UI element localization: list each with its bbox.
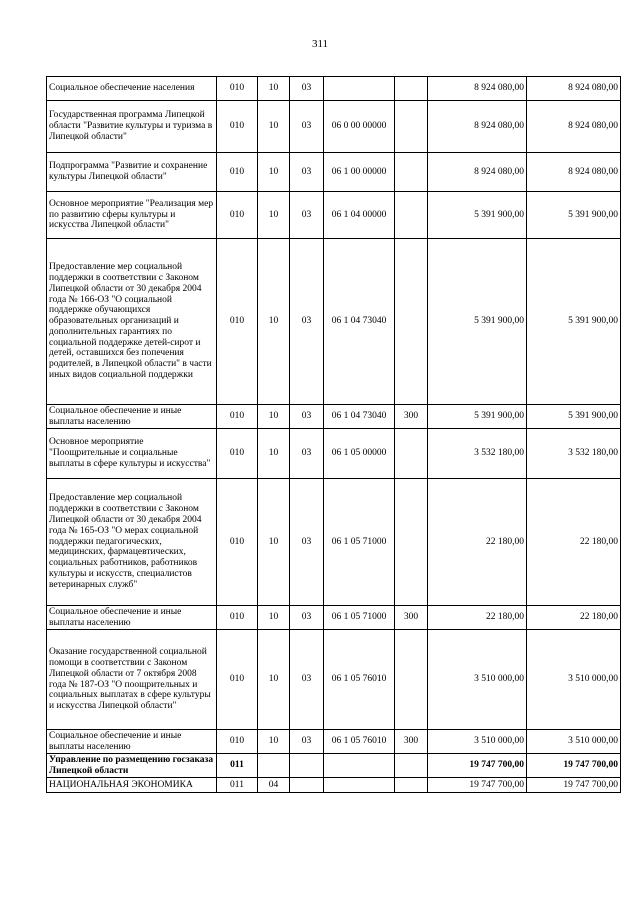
amount-cell-2: 8 924 080,00: [527, 101, 621, 153]
section-code-cell: 10: [258, 239, 290, 405]
expense-type-cell: [395, 101, 428, 153]
ved-code-cell: 010: [217, 405, 258, 429]
row-name-cell: Предоставление мер социальной поддержки в соответствии с Законом Липецкой области от 30 декабря 2004 года № 166-ОЗ "О социальной поддержке обучающихся образовательных организаций и дополнительных гарантиях по социальной поддержке детей-сирот и детей, оставшихся без попечения родителей, в Липецкой области" в части иных видов социальной поддержки: [47, 239, 217, 405]
subsection-code-cell: 03: [290, 153, 324, 192]
expense-type-cell: [395, 479, 428, 606]
target-article-cell: 06 0 00 00000: [324, 101, 395, 153]
row-name-cell: Социальное обеспечение населения: [47, 77, 217, 101]
amount-cell-1: 8 924 080,00: [428, 101, 527, 153]
expense-type-cell: [395, 429, 428, 479]
subsection-code-cell: [290, 754, 324, 778]
section-code-cell: 10: [258, 429, 290, 479]
row-name-cell: Основное мероприятие "Реализация мер по развитию сферы культуры и искусства Липецкой области": [47, 192, 217, 239]
row-name-cell: Предоставление мер социальной поддержки в соответствии с Законом Липецкой области от 30 декабря 2004 года № 165-ОЗ "О мерах социальной поддержки педагогических, медицинских, фармацевтических, социальных работников, работников культуры и искусств, специалистов ветеринарных служб": [47, 479, 217, 606]
amount-cell-1: 8 924 080,00: [428, 153, 527, 192]
row-name-cell: Социальное обеспечение и иные выплаты населению: [47, 730, 217, 754]
amount-cell-2: 5 391 900,00: [527, 239, 621, 405]
section-code-cell: 10: [258, 192, 290, 239]
expense-type-cell: [395, 153, 428, 192]
row-name-cell: НАЦИОНАЛЬНАЯ ЭКОНОМИКА: [47, 778, 217, 793]
expense-type-cell: [395, 630, 428, 730]
target-article-cell: 06 1 04 73040: [324, 405, 395, 429]
amount-cell-2: 3 510 000,00: [527, 730, 621, 754]
target-article-cell: [324, 754, 395, 778]
expense-type-cell: 300: [395, 606, 428, 630]
table-row: [47, 479, 621, 606]
subsection-code-cell: [290, 778, 324, 793]
row-name-cell: Социальное обеспечение и иные выплаты населению: [47, 606, 217, 630]
subsection-code-cell: 03: [290, 730, 324, 754]
table-row: [47, 429, 621, 479]
amount-cell-1: 19 747 700,00: [428, 778, 527, 793]
target-article-cell: 06 1 05 00000: [324, 429, 395, 479]
section-code-cell: 10: [258, 479, 290, 606]
table-row: [47, 630, 621, 730]
table-row: [47, 778, 621, 793]
section-code-cell: 10: [258, 101, 290, 153]
ved-code-cell: 010: [217, 730, 258, 754]
expense-type-cell: [395, 77, 428, 101]
table-row: [47, 754, 621, 778]
expense-type-cell: 300: [395, 730, 428, 754]
amount-cell-1: 5 391 900,00: [428, 239, 527, 405]
subsection-code-cell: 03: [290, 405, 324, 429]
table-row: [47, 101, 621, 153]
ved-code-cell: 010: [217, 239, 258, 405]
subsection-code-cell: 03: [290, 429, 324, 479]
ved-code-cell: 010: [217, 101, 258, 153]
expense-type-cell: 300: [395, 405, 428, 429]
amount-cell-2: 3 510 000,00: [527, 630, 621, 730]
section-code-cell: 10: [258, 730, 290, 754]
amount-cell-2: 8 924 080,00: [527, 77, 621, 101]
table-row: [47, 730, 621, 754]
table-body: [47, 77, 621, 793]
row-name-cell: Подпрограмма "Развитие и сохранение культуры Липецкой области": [47, 153, 217, 192]
table-row: [47, 192, 621, 239]
amount-cell-1: 22 180,00: [428, 479, 527, 606]
row-name-cell: Основное мероприятие "Поощрительные и социальные выплаты в сфере культуры и искусства": [47, 429, 217, 479]
subsection-code-cell: 03: [290, 630, 324, 730]
table-row: [47, 77, 621, 101]
row-name-cell: Управление по размещению госзаказа Липецкой области: [47, 754, 217, 778]
section-code-cell: 04: [258, 778, 290, 793]
amount-cell-1: 3 510 000,00: [428, 730, 527, 754]
target-article-cell: [324, 778, 395, 793]
amount-cell-1: 19 747 700,00: [428, 754, 527, 778]
subsection-code-cell: 03: [290, 101, 324, 153]
subsection-code-cell: 03: [290, 239, 324, 405]
amount-cell-2: 5 391 900,00: [527, 405, 621, 429]
amount-cell-2: 22 180,00: [527, 479, 621, 606]
section-code-cell: 10: [258, 630, 290, 730]
expense-type-cell: [395, 239, 428, 405]
table-row: [47, 153, 621, 192]
table-row: [47, 239, 621, 405]
target-article-cell: 06 1 00 00000: [324, 153, 395, 192]
amount-cell-2: 8 924 080,00: [527, 153, 621, 192]
subsection-code-cell: 03: [290, 77, 324, 101]
ved-code-cell: 010: [217, 606, 258, 630]
table-row: [47, 606, 621, 630]
amount-cell-2: 19 747 700,00: [527, 778, 621, 793]
target-article-cell: 06 1 05 71000: [324, 606, 395, 630]
ved-code-cell: 010: [217, 77, 258, 101]
amount-cell-1: 22 180,00: [428, 606, 527, 630]
target-article-cell: 06 1 05 76010: [324, 730, 395, 754]
section-code-cell: 10: [258, 153, 290, 192]
subsection-code-cell: 03: [290, 192, 324, 239]
amount-cell-2: 22 180,00: [527, 606, 621, 630]
ved-code-cell: 010: [217, 630, 258, 730]
row-name-cell: Государственная программа Липецкой области "Развитие культуры и туризма в Липецкой области": [47, 101, 217, 153]
ved-code-cell: 011: [217, 754, 258, 778]
expense-type-cell: [395, 754, 428, 778]
table-row: [47, 405, 621, 429]
ved-code-cell: 010: [217, 429, 258, 479]
amount-cell-2: 3 532 180,00: [527, 429, 621, 479]
target-article-cell: 06 1 04 73040: [324, 239, 395, 405]
ved-code-cell: 010: [217, 479, 258, 606]
amount-cell-1: 8 924 080,00: [428, 77, 527, 101]
section-code-cell: 10: [258, 405, 290, 429]
ved-code-cell: 010: [217, 153, 258, 192]
section-code-cell: 10: [258, 77, 290, 101]
subsection-code-cell: 03: [290, 606, 324, 630]
target-article-cell: [324, 77, 395, 101]
section-code-cell: 10: [258, 606, 290, 630]
target-article-cell: 06 1 05 76010: [324, 630, 395, 730]
amount-cell-1: 3 532 180,00: [428, 429, 527, 479]
row-name-cell: Социальное обеспечение и иные выплаты населению: [47, 405, 217, 429]
amount-cell-1: 5 391 900,00: [428, 192, 527, 239]
ved-code-cell: 011: [217, 778, 258, 793]
amount-cell-2: 5 391 900,00: [527, 192, 621, 239]
amount-cell-1: 5 391 900,00: [428, 405, 527, 429]
target-article-cell: 06 1 05 71000: [324, 479, 395, 606]
amount-cell-2: 19 747 700,00: [527, 754, 621, 778]
budget-table: [46, 76, 621, 793]
expense-type-cell: [395, 778, 428, 793]
target-article-cell: 06 1 04 00000: [324, 192, 395, 239]
page-number: 311: [311, 38, 329, 50]
ved-code-cell: 010: [217, 192, 258, 239]
section-code-cell: [258, 754, 290, 778]
subsection-code-cell: 03: [290, 479, 324, 606]
amount-cell-1: 3 510 000,00: [428, 630, 527, 730]
row-name-cell: Оказание государственной социальной помощи в соответствии с Законом Липецкой области от 7 октября 2008 года № 187-ОЗ "О поощрительных и социальных выплатах в сфере культуры и искусства Липецкой области": [47, 630, 217, 730]
expense-type-cell: [395, 192, 428, 239]
